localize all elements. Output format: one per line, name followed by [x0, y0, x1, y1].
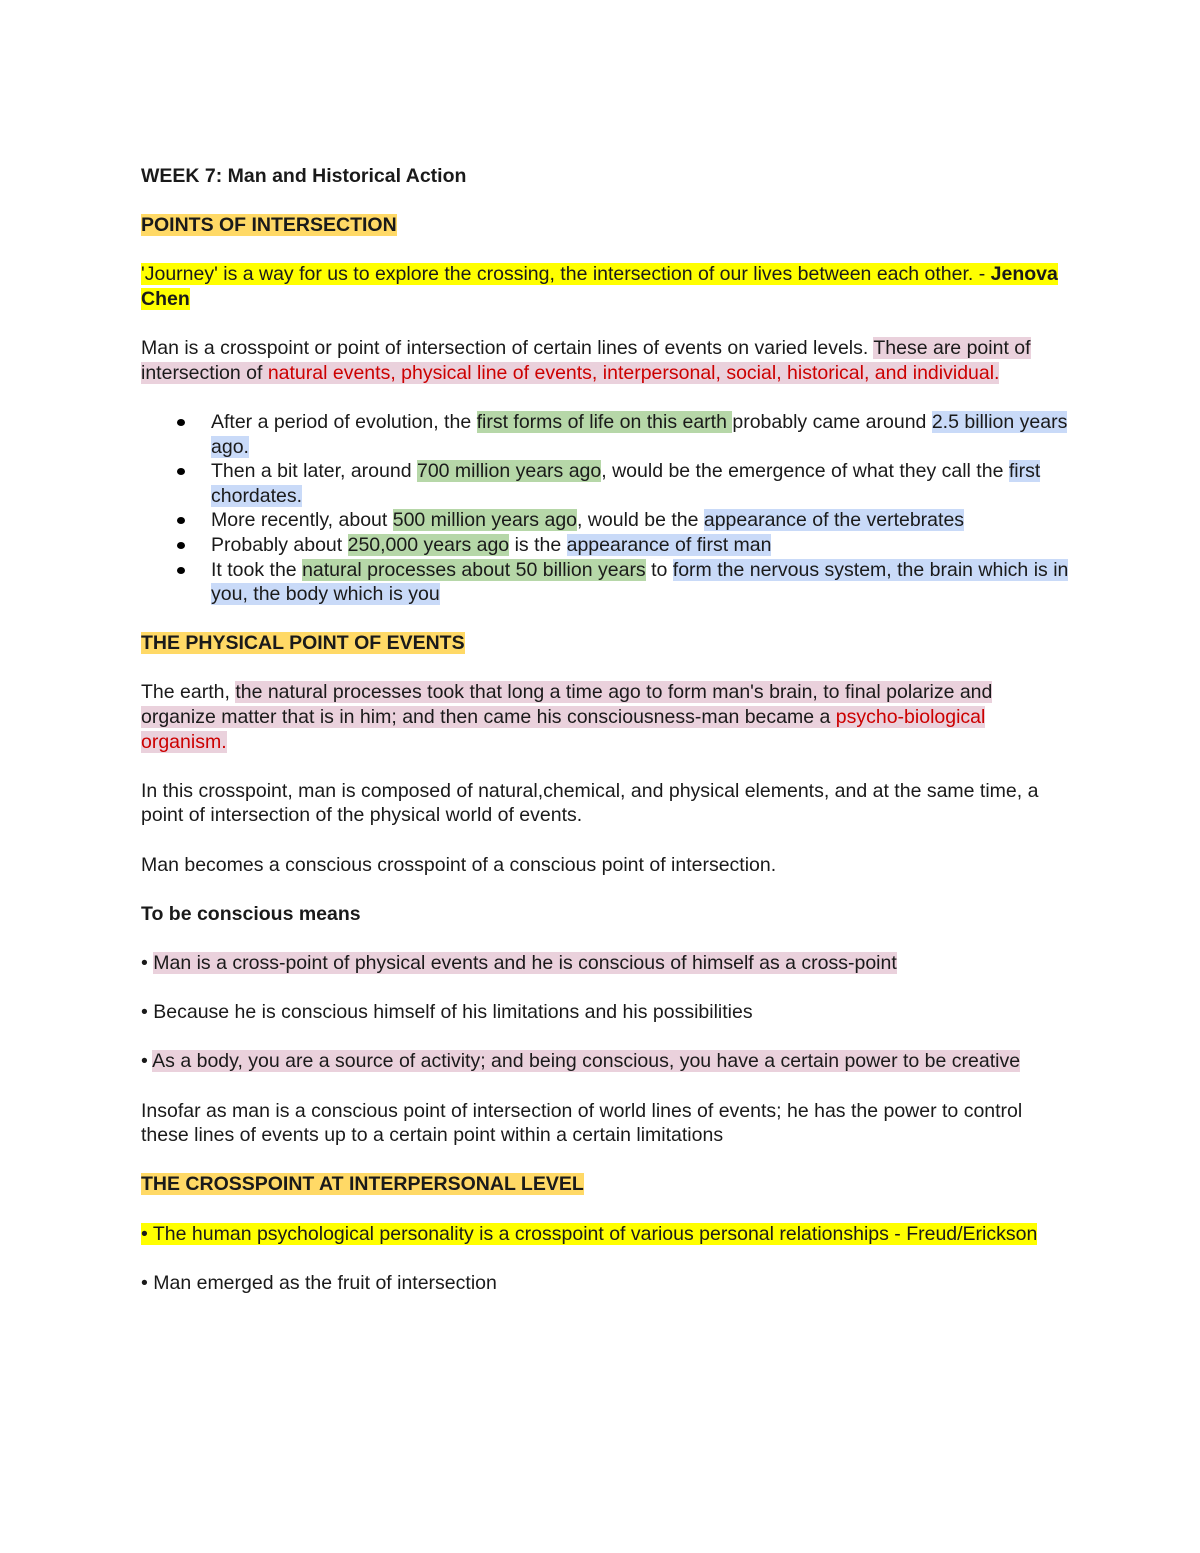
section-heading-interpersonal: THE CROSSPOINT AT INTERPERSONAL LEVEL	[141, 1173, 584, 1196]
conscious-point-3: • As a body, you are a source of activity; and being conscious, you have a certain power to be creative	[141, 1050, 1021, 1073]
earth-paragraph: The earth, the natural processes took that long a time ago to form man's brain, to final polarize and organize matter that is in him; and then came his consciousness-man became a psycho-biological organism.	[141, 681, 993, 753]
quote-text: 'Journey' is a way for us to explore the crossing, the intersection of our lives between each other. -	[141, 263, 991, 286]
conscious-point-1: • Man is a cross-point of physical events and he is conscious of himself as a cross-point	[141, 952, 897, 974]
section-heading-points-of-intersection: POINTS OF INTERSECTION	[141, 214, 397, 237]
crosspoint-paragraph: In this crosspoint, man is composed of natural,chemical, and physical elements, and at the same time, a point of intersection of the physical world of events.	[141, 779, 1039, 827]
intro-paragraph: Man is a crosspoint or point of intersection of certain lines of events on varied levels. These are point of intersection of natural events, physical line of events, interpersonal, social, historical, and individual.	[141, 337, 1031, 384]
interpersonal-point-2: • Man emerged as the fruit of intersection	[141, 1271, 497, 1294]
evolution-list	[141, 410, 1071, 607]
page-title: WEEK 7: Man and Historical Action	[141, 165, 467, 187]
list-item: After a period of evolution, the first forms of life on this earth probably came around 2.5 billion years ago.	[211, 410, 1071, 459]
interpersonal-point-1: • The human psychological personality is a crosspoint of various personal relationships - Freud/Erickson	[141, 1222, 1038, 1245]
insofar-paragraph: Insofar as man is a conscious point of intersection of world lines of events; he has the power to control these lines of events up to a certain point within a certain limitations	[141, 1099, 1023, 1147]
conscious-crosspoint-paragraph: Man becomes a conscious crosspoint of a conscious point of intersection.	[141, 853, 777, 876]
list-item: It took the natural processes about 50 billion years to form the nervous system, the brain which is in you, the body which is you	[211, 558, 1071, 607]
list-item: Then a bit later, around 700 million years ago, would be the emergence of what they call the first chordates.	[211, 459, 1071, 508]
list-item: More recently, about 500 million years ago, would be the appearance of the vertebrates	[211, 508, 1071, 533]
quote-author: Jenova Chen	[141, 263, 1058, 310]
quote-paragraph	[141, 262, 1071, 311]
conscious-point-2: • Because he is conscious himself of his limitations and his possibilities	[141, 1001, 753, 1024]
subheading-to-be-conscious: To be conscious means	[141, 902, 361, 925]
section-heading-physical-point: THE PHYSICAL POINT OF EVENTS	[141, 632, 465, 655]
document-body	[141, 164, 1071, 1320]
list-item: Probably about 250,000 years ago is the appearance of first man	[211, 533, 1071, 558]
